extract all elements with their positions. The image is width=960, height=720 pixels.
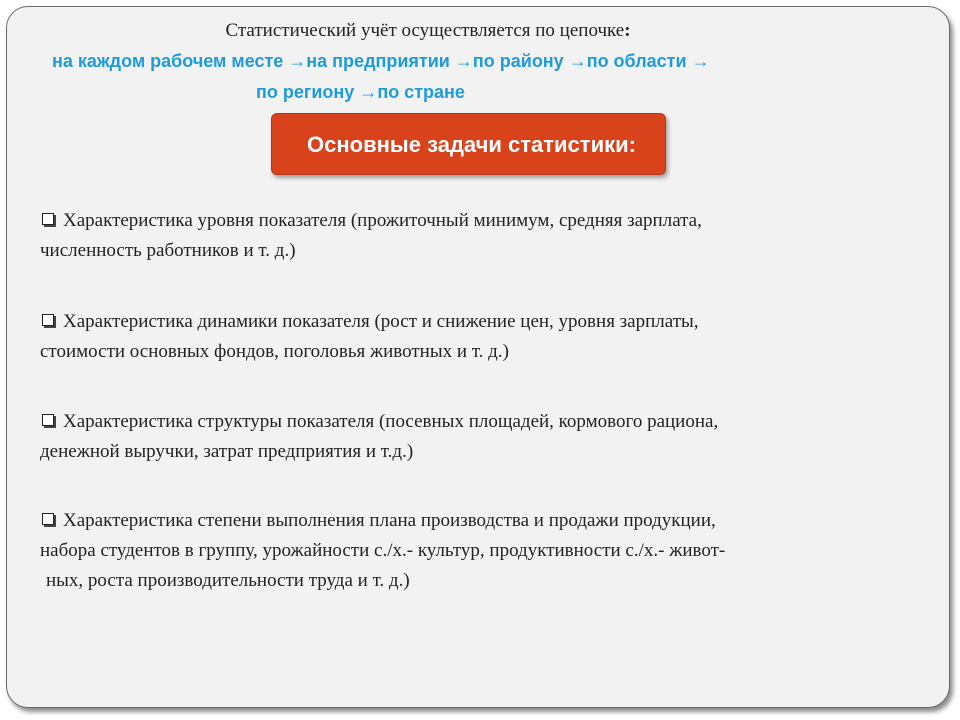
chain-line-2: по региону →по стране [256, 82, 465, 102]
task-item [40, 307, 920, 367]
task-list [40, 206, 920, 637]
task-item-line: ных, роста производительности труда и т. д.) [46, 570, 410, 591]
checkbox-bullet-icon [42, 213, 54, 225]
chain-line-1: на каждом рабочем месте →на предприятии →по району →по области → [52, 51, 710, 71]
task-item [40, 407, 920, 467]
task-item-line: Характеристика уровня показателя (прожиточный минимум, средняя зарплата, [63, 210, 702, 231]
task-item [40, 206, 920, 266]
task-item-line: Характеристика динамики показателя (рост и снижение цен, уровня зарплаты, [63, 311, 699, 332]
tasks-heading-box: Основные задачи статистики: [271, 113, 666, 175]
chain-title-colon: : [624, 20, 631, 41]
task-item-line: стоимости основных фондов, поголовья животных и т. д.) [40, 341, 509, 362]
task-item-line: Характеристика структуры показателя (посевных площадей, кормового рациона, [63, 411, 719, 432]
checkbox-bullet-icon [42, 513, 54, 525]
task-item [40, 506, 920, 596]
task-item-line: численность работников и т. д.) [40, 240, 296, 261]
task-item-line: Характеристика степени выполнения плана производства и продажи продукции, [63, 510, 716, 531]
checkbox-bullet-icon [42, 414, 54, 426]
task-item-line: денежной выручки, затрат предприятия и т.д.) [40, 441, 414, 462]
chain-title [0, 20, 856, 42]
checkbox-bullet-icon [42, 314, 54, 326]
task-item-line: набора студентов в группу, урожайности с./х.- культур, продуктивности с./х.- живот- [40, 540, 726, 561]
chain-title-text: Статистический учёт осуществляется по цепочке [225, 20, 625, 41]
